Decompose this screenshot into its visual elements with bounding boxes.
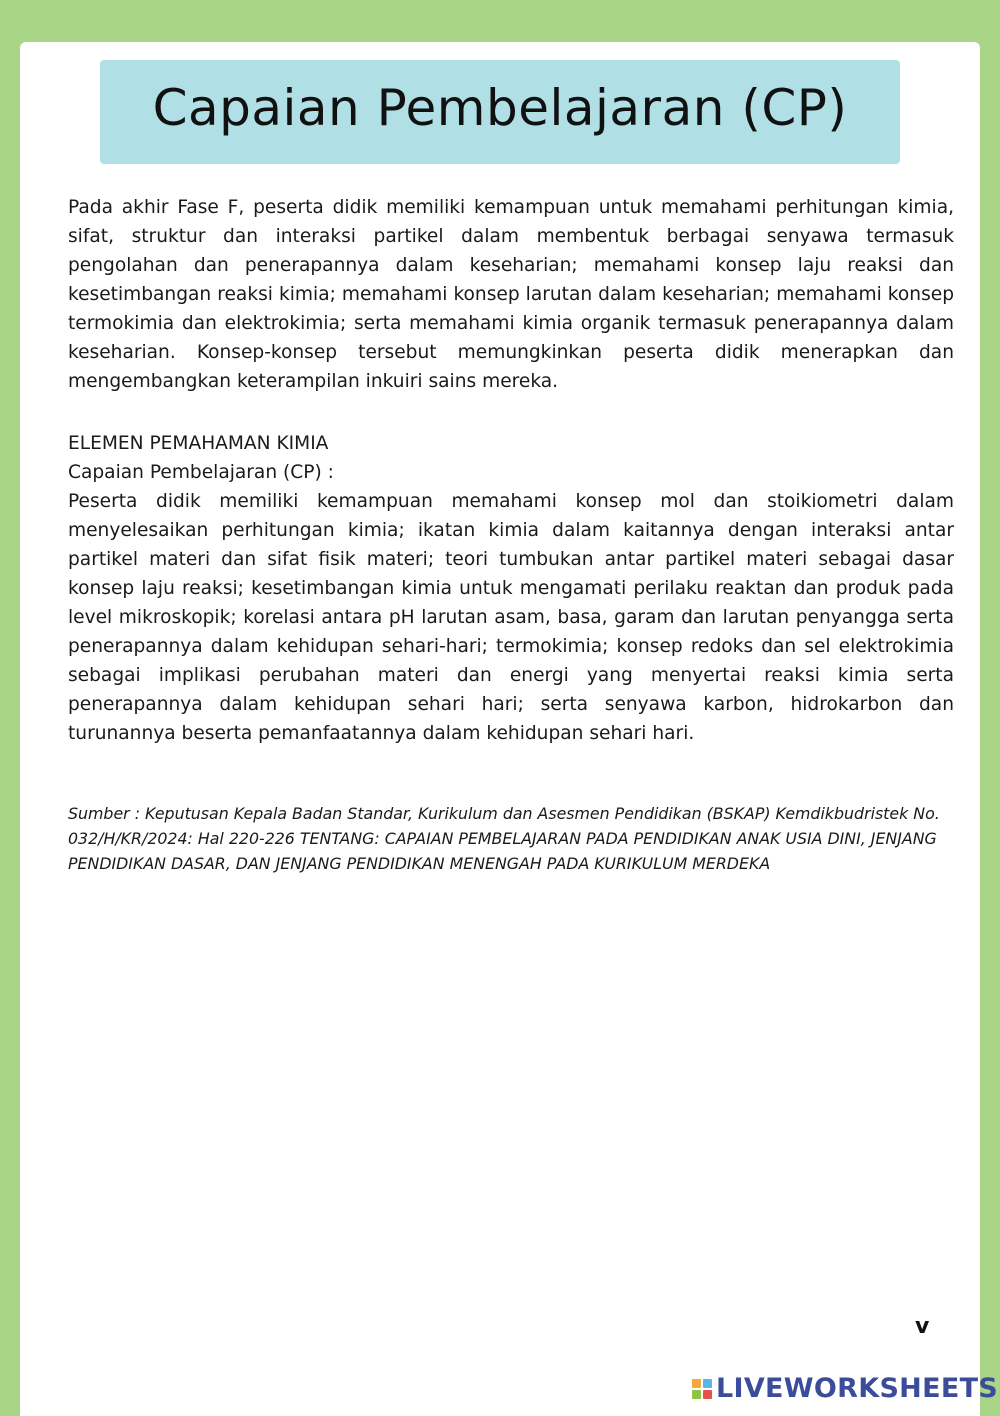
worksheet-page xyxy=(20,42,999,1416)
element-section xyxy=(68,429,954,748)
section-heading: ELEMEN PEMAHAMAN KIMIA xyxy=(68,433,329,454)
intro-paragraph: Pada akhir Fase F, peserta didik memiliki kemampuan untuk memahami perhitungan kimia, sifat, struktur dan interaksi partikel dalam membentuk berbagai senyawa termasuk pengolahan dan penerapannya dalam keseharian; memahami konsep laju reaksi dan kesetimbangan reaksi kimia; memahami konsep larutan dalam keseharian; memahami konsep termokimia dan elektrokimia; serta memahami kimia organik termasuk penerapannya dalam keseharian. Konsep-konsep tersebut memungkinkan peserta didik menerapkan dan mengembangkan keterampilan inkuiri sains mereka. xyxy=(68,197,954,392)
brand-logo[interactable] xyxy=(692,1374,998,1404)
liveworksheets-logo-icon xyxy=(692,1379,712,1399)
title-banner xyxy=(100,60,900,164)
logo-square xyxy=(703,1390,712,1399)
page-title: Capaian Pembelajaran (CP) xyxy=(152,79,848,137)
section-body: Peserta didik memiliki kemampuan memahami konsep mol dan stoikiometri dalam menyelesaikan perhitungan kimia; ikatan kimia dalam kaitannya dengan interaksi antar partikel materi dan sifat fisik materi; teori tumbukan antar partikel materi sebagai dasar konsep laju reaksi; kesetimbangan kimia untuk mengamati perilaku reaktan dan produk pada level mikroskopik; korelasi antara pH larutan asam, basa, garam dan larutan penyangga serta penerapannya dalam kehidupan sehari-hari; termokimia; konsep redoks dan sel elektrokimia sebagai implikasi perubahan materi dan energi yang menyertai reaksi kimia serta penerapannya dalam kehidupan sehari hari; serta senyawa karbon, hidrokarbon dan turunannya beserta pemanfaatannya dalam kehidupan sehari hari. xyxy=(68,491,954,744)
source-citation: Sumber : Keputusan Kepala Badan Standar, Kurikulum dan Asesmen Pendidikan (BSKAP) Kemdikbudristek No. 032/H/KR/2024: Hal 220-226 TENTANG: CAPAIAN PEMBELAJARAN PADA PENDIDIKAN ANAK USIA DINI, JENJANG PENDIDIKAN DASAR, DAN JENJANG PENDIDIKAN MENENGAH PADA KURIKULUM MERDEKA xyxy=(68,804,940,873)
section-subheading: Capaian Pembelajaran (CP) : xyxy=(68,462,334,483)
logo-square xyxy=(692,1390,701,1399)
page-number: v xyxy=(915,1314,930,1339)
logo-square xyxy=(703,1379,712,1388)
logo-square xyxy=(692,1379,701,1388)
brand-name: LIVEWORKSHEETS xyxy=(716,1373,999,1404)
